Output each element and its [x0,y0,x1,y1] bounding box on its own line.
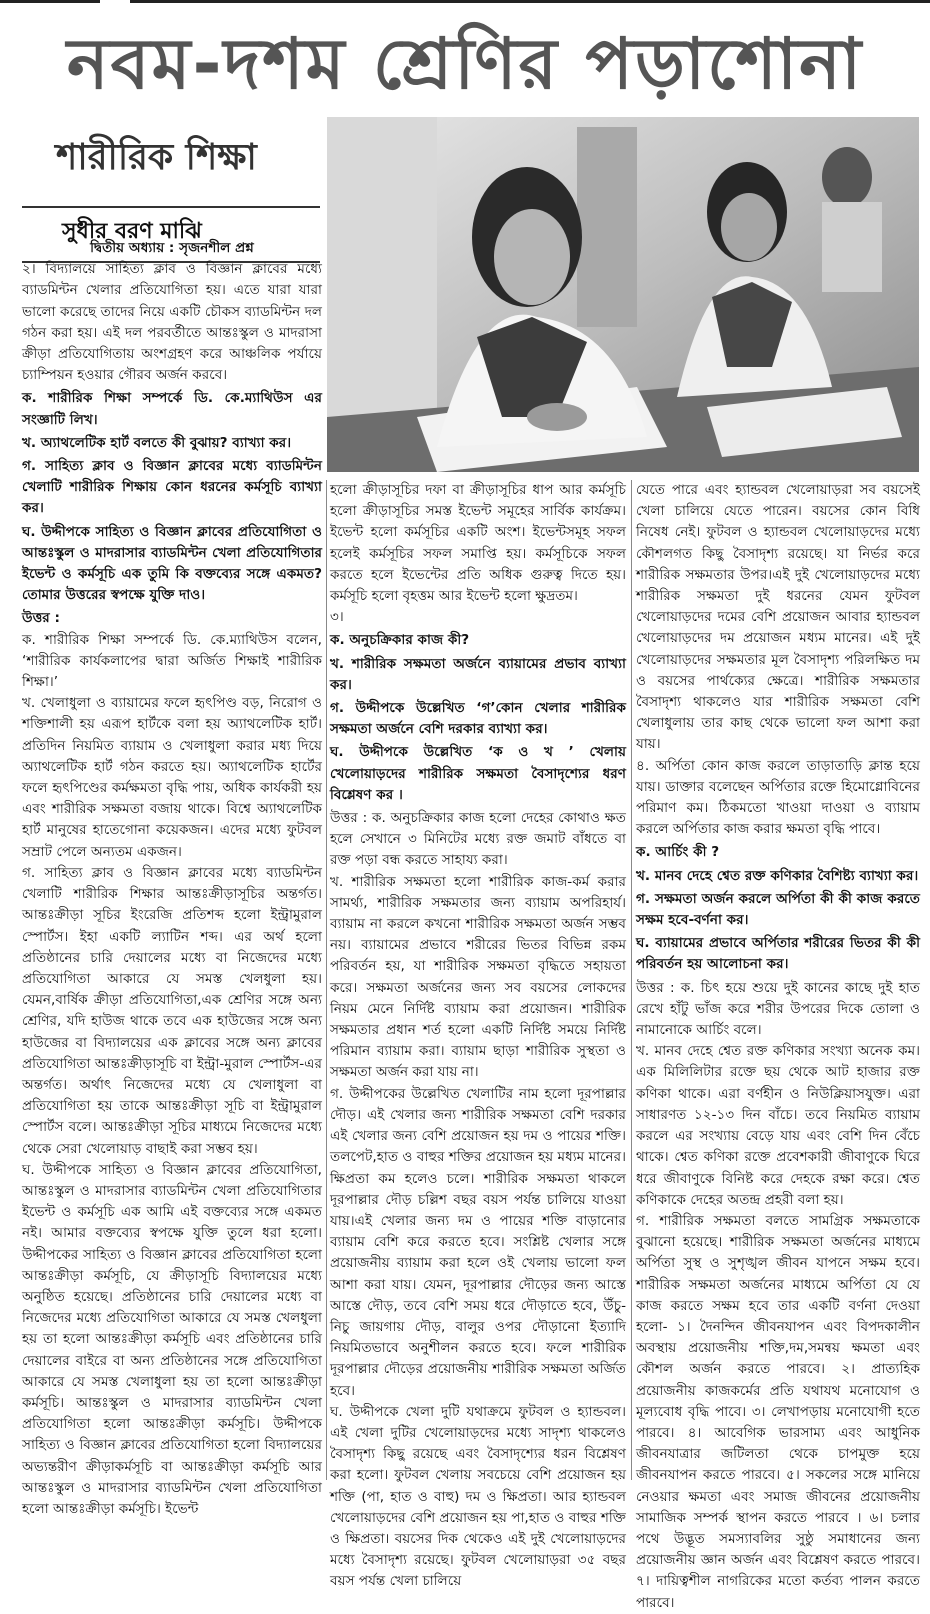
column-divider [631,480,632,1480]
question-kha: খ. শারীরিক সক্ষমতা অর্জনে ব্যায়ামের প্রভাব ব্যাখ্যা কর। [330,655,626,693]
top-border-left [0,0,100,3]
divider [22,206,320,208]
answer-gha: ঘ. উদ্দীপকে সাহিত্য ও বিজ্ঞান ক্লাবের প্রতিযোগিতা, আন্তঃস্কুল ও মাদরাসার ব্যাডমিন্টন খেলা প্রতিযোগিতার ইভেন্ট ও কর্মসূচি এক আমি এই বক্তব্যের সঙ্গে একমত নই। আমার বক্তব্যের স্বপক্ষে যুক্তি তুলে ধরা হলো। উদ্দীপকের সাহিত্য ও বিজ্ঞান ক্লাবের প্রতিযোগিতা হলো আন্তঃক্রীড়া কর্মসূচি, যে ক্রীড়াসূচি বিদ্যালয়ের মধ্যে অনুষ্ঠিত হয়েছে। প্রতিষ্ঠানের চারি দেয়ালের মধ্যে বা নিজেদের মধ্যে প্রতিযোগিতা আকারে যে সমস্ত খেলধুলা হয় তা হলো আন্তঃক্রীড়া কর্মসূচি এবং প্রতিষ্ঠানের চারি দেয়ালের বাইরে বা অন্য প্রতিষ্ঠানের সঙ্গে প্রতিযোগিতা আকারে যে সমস্ত খেলাধুলা হয় তা হলো আন্তঃক্রীড়া কর্মসূচি। আন্তঃস্কুল ও মাদরাসার ব্যাডমিন্টন খেলা প্রতিযোগিতা হলো আন্তঃক্রীড়া কর্মসূচি। উদ্দীপকে সাহিত্য ও বিজ্ঞান ক্লাবের প্রতিযোগিতা হলো বিদ্যালয়ের অভ্যন্তরীণ ক্রীড়াকর্মসূচি বা আন্তঃক্রীড়া কর্মসূচি আর আন্তঃস্কুল ও মাদরাসার ব্যাডমিন্টন খেলা প্রতিযোগিতা হলো আন্তঃক্রীড়া কর্মসূচি। ইভেন্ট [22,1161,322,1517]
answer-label: উত্তর : [22,610,60,627]
answer-continuation: হলো ক্রীড়াসূচির দফা বা ক্রীড়াসূচির ধাপ আর কর্মসূচি হলো ক্রীড়াসূচির সমস্ত ইভেন্ট সমূহের সার্বিক কার্যক্রম। ইভেন্ট হলো কর্মসূচির একটি অংশ। ইভেন্টসমূহ সফল হলেই কর্মসূচির সফল সমাপ্তি হয়। কর্মসূচিকে সফল করতে হলে ইভেন্টের প্রতি অধিক গুরুত্ব দিতে হয়। কর্মসূচি হলো বৃহত্তম আর ইভেন্ট হলো ক্ষুদ্রতম। [330,482,626,605]
question-gha: ঘ. উদ্দীপকে উল্লেখিত ‘ক ও খ ’ খেলায় খেলোয়াড়দের শারীরিক সক্ষমতা বৈসাদৃশ্যের ধরণ বিশ্লেষণ কর । [330,744,626,803]
question-stem: ৪. অর্পিতা কোন কাজ করলে তাড়াতাড়ি ক্লান্ত হয়ে যায়। ডাক্তার বলেছেন অর্পিতার রক্তে হিমোগ্লোবিনের পরিমাণ কম। ঠিকমতো খাওয়া দাওয়া ও ব্যায়াম করলে অর্পিতার কাজ করার ক্ষমতা বৃদ্ধি পাবে। [636,757,920,838]
question-gha: ঘ. ব্যায়ামের প্রভাবে অর্পিতার শরীরের ভিতর কী কী পরিবর্তন হয় আলোচনা কর। [636,935,920,973]
answer-gha: ঘ. উদ্দীপকে খেলা দুটি যথাক্রমে ফুটবল ও হ্যান্ডবল। এই খেলা দুটির খেলোয়াড়দের মধ্যে সাদৃশ্য থাকলেও বৈসাদৃশ্য কিছু রয়েছে এবং বৈসাদৃশ্যের ধরন বিশ্লেষণ করা হলো। ফুটবল খেলায় সবচেয়ে বেশি প্রয়োজন হয় শক্তি (পা, হাত ও বাহু) দম ও ক্ষিপ্রতা। আর হ্যান্ডবল খেলোয়াড়দের বেশি প্রয়োজন হয় পা,হাত ও বাহুর শক্তি ও ক্ষিপ্রতা। বয়সের দিক থেকেও এই দুই খেলোয়াড়দের মধ্যে বৈসাদৃশ্য রয়েছে। ফুটবল খেলোয়াড়রা ৩৫ বছর বয়স পর্যন্ত খেলা চালিয়ে [330,1403,626,1590]
question-number: ৩। [330,609,344,626]
answer-ka: ক. শারীরিক শিক্ষা সম্পর্কে ডি. কে.ম্যাথিউস বলেন, ‘শারীরিক কার্যকলাপের দ্বারা অর্জিত শিক্ষাই শারীরিক শিক্ষা।’ [22,631,322,691]
question-kha: খ. অ্যাথলেটিক হার্ট বলতে কী বুঝায়? ব্যাখ্যা কর। [22,434,292,451]
question-stem: ২। বিদ্যালয়ে সাহিত্য ক্লাব ও বিজ্ঞান ক্লাবের মধ্যে ব্যাডমিন্টন খেলার প্রতিযোগিতা হয়। এতে যারা যারা ভালো করেছে তাদের নিয়ে একটি চৌকস ব্যাডমিন্টন দল গঠন করা হয়। এই দল পরবর্তীতে আন্তঃস্কুল ও মাদরাসা ক্রীড়া প্রতিযোগিতায় অংশগ্রহণ করে আঞ্চলিক পর্যায়ে চ্যাম্পিয়ন হওয়ার গৌরব অর্জন করবে। [22,261,322,384]
column-2 [330,480,626,1590]
top-border [0,0,930,6]
question-ga: গ. সাহিত্য ক্লাব ও বিজ্ঞান ক্লাবের মধ্যে ব্যাডমিন্টন খেলাটি শারীরিক শিক্ষায় কোন ধরনের কর্মসূচি ব্যাখ্যা কর। [22,458,322,517]
question-gha: ঘ. উদ্দীপকে সাহিত্য ও বিজ্ঞান ক্লাবের প্রতিযোগিতা ও আন্তঃস্কুল ও মাদরাসার ব্যাডমিন্টন খেলা প্রতিযোগিতার ইভেন্ট ও কর্মসূচি এক তুমি কি বক্তব্যের সঙ্গে একমত? তোমার উত্তরের স্বপক্ষে যুক্তি দাও। [22,523,322,604]
exam-photo-illustration [327,117,919,472]
column-divider [326,480,327,1480]
answer-ga: গ. উদ্দীপকের উল্লেখিত খেলাটির নাম হলো দূরপাল্লার দৌড়। এই খেলার জন্য শারীরিক সক্ষমতা বেশি দরকার এই খেলার জন্য বেশি প্রয়োজন হয় দম ও পায়ের শক্তি। তলপেট,হাত ও বাহুর শক্তির প্রয়োজন হয় মধ্যম মানের। ক্ষিপ্রতা কম হলেও চলে। শারীরিক সক্ষমতা থাকলে দূরপাল্লার দৌড় চল্লিশ বছর বয়স পর্যন্ত চালিয়ে যাওয়া যায়।এই খেলার জন্য দম ও পায়ের শক্তি বাড়ানোর ব্যায়াম বেশি করে করতে হবে। সংশ্লিষ্ট খেলার সঙ্গে প্রয়োজনীয় ব্যায়াম করা হলে ওই খেলায় ভালো ফল আশা করা যায়। যেমন, দূরপাল্লার দৌড়ের জন্য আস্তে আস্তে দৌড়, তবে বেশি সময় ধরে দৌড়াতে হবে, উঁচু-নিচু জায়গায় দৌড়, বালুর ওপর দৌড়ানো ইত্যাদি নিয়মিতভাবে অনুশীলন করতে হবে। ফলে শারীরিক দূরপাল্লার দৌড়ের প্রয়োজনীয় শারীরিক সক্ষমতা অর্জিত হবে। [330,1085,626,1399]
answer-continuation: যেতে পারে এবং হ্যান্ডবল খেলোয়াড়রা সব বয়সেই খেলা চালিয়ে যেতে পারেন। বয়সের কোন বিধি নিষেধ নেই। ফুটবল ও হ্যান্ডবল খেলোয়াড়দের মধ্যে কৌশলগত কিছু বৈসাদৃশ্য রয়েছে। যা নির্ভর করে শারীরিক সক্ষমতার উপর।এই দুই খেলোয়াড়দের মধ্যে শারীরিক সক্ষমতা দুই ধরনের যেমন ফুটবল খেলোয়াড়দের দমের বেশি প্রয়োজন আবার হ্যান্ডবল খেলোয়াড়দের দম প্রয়োজন মধ্যম মানের। এই দুই খেলোয়াড়দের সক্ষমতার মূল বৈসাদৃশ্য পরিলক্ষিত দম ও বয়সের পার্থক্যের ক্ষেত্রে। শারীরিক সক্ষমতার বৈসাদৃশ্য থাকলেও যার শারীরিক সক্ষমতা বেশি খেলাধুলায় তার কাছ থেকে ভালো ফল আশা করা যায়। [636,482,920,753]
exam-photo [327,117,919,472]
question-ka: ক. শারীরিক শিক্ষা সম্পর্কে ডি. কে.ম্যাথিউস এর সংজ্ঞাটি লিখ। [22,390,322,428]
chapter-heading: দ্বিতীয় অধ্যায় : সৃজনশীল প্রশ্ন [90,240,254,256]
answer-kha: খ. মানব দেহে শ্বেত রক্ত কণিকার সংখ্যা অনেক কম।এক মিলিলিটার রক্তে ছয় থেকে আট হাজার রক্ত কণিকা থাকে। এরা বর্ণহীন ও নিউক্লিয়াসযুক্ত। এরা সাধারণত ১২-১৩ দিন বাঁচে। তবে নিয়মিত ব্যায়াম করলে এর সংখ্যায় বেড়ে যায় এবং বেশি দিন বেঁচে থাকে। শ্বেত কণিকা রক্তে প্রবেশকারী জীবাণুকে ঘিরে ধরে জীবাণুকে বিনিষ্ট করে দেহকে রক্ষা করে। শ্বেত কণিকাকে দেহের অতন্দ্র প্রহরী বলা হয়। [636,1043,920,1208]
question-kha: খ. মানব দেহে শ্বেত রক্ত কণিকার বৈশিষ্ট্য ব্যাখ্যা কর। [636,867,919,884]
masthead-title: নবম-দশম শ্রেণির পড়াশোনা [66,22,864,105]
answer-ka: উত্তর : ক. অনুচক্রিকার কাজ হলো দেহের কোথাও ক্ষত হলে সেখানে ৩ মিনিটের মধ্যে রক্ত জমাট বাঁধতে বা রক্ত পড়া বন্ধ করতে সাহায্য করা। [330,810,626,869]
column-1 [22,238,322,1517]
answer-kha: খ. খেলাধুলা ও ব্যায়ামের ফলে হৃৎপিণ্ড বড়, নিরোগ ও শক্তিশালী হয় এরূপ হার্টকে বলা হয় অ্যাথলেটিক হার্ট। প্রতিদিন নিয়মিত ব্যায়াম ও খেলাধুলা করার মধ্য দিয়ে অ্যাথলেটিক হার্ট গঠন করতে হয়। অ্যাথলেটিক হার্টের ফলে হৃৎপিণ্ডের কর্মক্ষমতা বৃদ্ধি পায়, অধিক কার্যকরী হয় এবং শারীরিক সক্ষমতা বজায় থাকে। বিশ্বে অ্যাথলেটিক হার্ট মানুষের হাতেগোনা কয়েকজন। এদের মধ্যে ফুটবল সম্রাট পেলে অন্যতম একজন। [22,695,322,860]
masthead [0,18,930,118]
author-byline: সুধীর বরণ মাঝি [62,219,202,244]
answer-ka: উত্তর : ক. চিৎ হয়ে শুয়ে দুই কানের কাছে দুই হাত রেখে হাঁটু ভাঁজ করে শরীর উপরের দিকে তোলা ও নামানোকে আর্চিং বলে। [636,979,920,1039]
question-ka: ক. অনুচক্রিকার কাজ কী? [330,632,470,649]
question-ga: গ. সক্ষমতা অর্জন করলে অর্পিতা কী কী কাজ করতে সক্ষম হবে-বর্ণনা কর। [636,890,920,929]
section-title: শারীরিক শিক্ষা [56,137,257,178]
answer-kha: খ. শারীরিক সক্ষমতা হলো শারীরিক কাজ-কর্ম করার সামর্থ্য, শারীরিক সক্ষমতার জন্য ব্যায়াম অপরিহার্য। ব্যায়াম না করলে কখনো শারীরিক সক্ষমতা অর্জন সম্ভব নয়। ব্যায়ামের প্রভাবে শরীরের ভিতর বিভিন্ন রকম পরিবর্তন হয়, যা শারীরিক সক্ষমতা বৃদ্ধিতে সহায়তা করে। সক্ষমতা অর্জনের জন্য সব বয়সের লোকদের নিয়ম মেনে নির্দিষ্ট ব্যায়াম করা প্রয়োজন। শারীরিক সক্ষমতার প্রধান শর্ত হলো একটি নির্দিষ্ট সময়ে নির্দিষ্ট পরিমান ব্যায়াম করা। ব্যায়াম ছাড়া শারীরিক সুস্থতা ও সক্ষমতা অর্জন করা যায় না। [330,873,626,1081]
question-ga: গ. উদ্দীপকে উল্লেখিত ‘গ’কোন খেলার শারীরিক সক্ষমতা অর্জনে বেশি দরকার ব্যাখ্যা কর। [330,700,626,738]
top-border-right [130,0,930,3]
question-ka: ক. আর্চিং কী ? [636,844,720,861]
column-3 [636,480,920,1611]
answer-ga: গ. সাহিত্য ক্লাব ও বিজ্ঞান ক্লাবের মধ্যে ব্যাডমিন্টন খেলাটি শারীরিক শিক্ষার আন্তঃক্রীড়াসূচির অন্তর্গত। আন্তঃক্রীড়া সূচির ইংরেজি প্রতিশব্দ হলো ইন্ট্রামুরাল স্পোর্টস। ইহা একটি ল্যাটিন শব্দ। এর অর্থ হলো প্রতিষ্ঠানের চারি দেয়ালের মধ্যে বা নিজেদের মধ্যে প্রতিযোগিতা আকারে যে সমস্ত খেলধুলা হয়। যেমন,বার্ষিক ক্রীড়া প্রতিযোগিতা,এক শ্রেণির সঙ্গে অন্য শ্রেণির, যদি হাউজ থাকে তবে এক হাউজের সঙ্গে অন্য হাউজের বা বিদ্যালয়ের এক ক্লাবের সঙ্গে অন্য ক্লাবের প্রতিযোগিতা আন্তঃক্রীড়াসূচি বা ইন্ট্রা-মুরাল স্পোর্টস-এর অন্তর্গত। অর্থাৎ নিজেদের মধ্যে যে খেলাধুলা বা প্রতিযোগিতা হয় তাকে আন্তঃক্রীড়া সূচি বা ইন্ট্রামুরাল স্পোর্টস বলে। আন্তঃক্রীড়া সূচির মাধ্যমে নিজেদের মধ্যে থেকে সেরা খেলোয়াড় বাছাই করা সম্ভব হয়। [22,864,322,1157]
answer-ga: গ. শারীরিক সক্ষমতা বলতে সামগ্রিক সক্ষমতাকে বুঝানো হয়েছে। শারীরিক সক্ষমতা অর্জনের মাধ্যমে অর্পিতা সুস্থ ও সুশৃঙ্খল জীবন যাপনে সক্ষম হবে। শারীরিক সক্ষমতা অর্জনের মাধ্যমে অর্পিতা যে যে কাজ করতে সক্ষম হবে তার একটি বর্ণনা দেওয়া হলো- ১। দৈনন্দিন জীবনযাপন এবং বিপদকালীন অবস্থায় প্রয়োজনীয় শক্তি,দম,সমন্বয় ক্ষমতা এবং কৌশল অর্জন করতে পারবে। ২। প্রাত্যহিক প্রয়োজনীয় কাজকর্মের প্রতি যথাযথ মনোযোগ ও মূল্যবোধ বৃদ্ধি পাবে। ৩। লেখাপড়ায় মনোযোগী হতে পারবে। ৪। আবেগিক ভারসাম্য এবং আধুনিক জীবনযাত্রার জটিলতা থেকে চাপমুক্ত হয়ে জীবনযাপন করতে পারবে। ৫। সকলের সঙ্গে মানিয়ে নেওয়ার ক্ষমতা এবং সমাজ জীবনের প্রয়োজনীয় সামাজিক সম্পর্ক স্থাপন করতে পারবে । ৬। চলার পথে উদ্ভূত সমস্যাবলির সুষ্ঠু সমাধানের জন্য প্রয়োজনীয় জ্ঞান অর্জন এবং বিশ্লেষণ করতে পারবে। ৭। দায়িত্বশীল নাগরিকের মতো কর্তব্য পালন করতে পারবে। [636,1212,920,1611]
